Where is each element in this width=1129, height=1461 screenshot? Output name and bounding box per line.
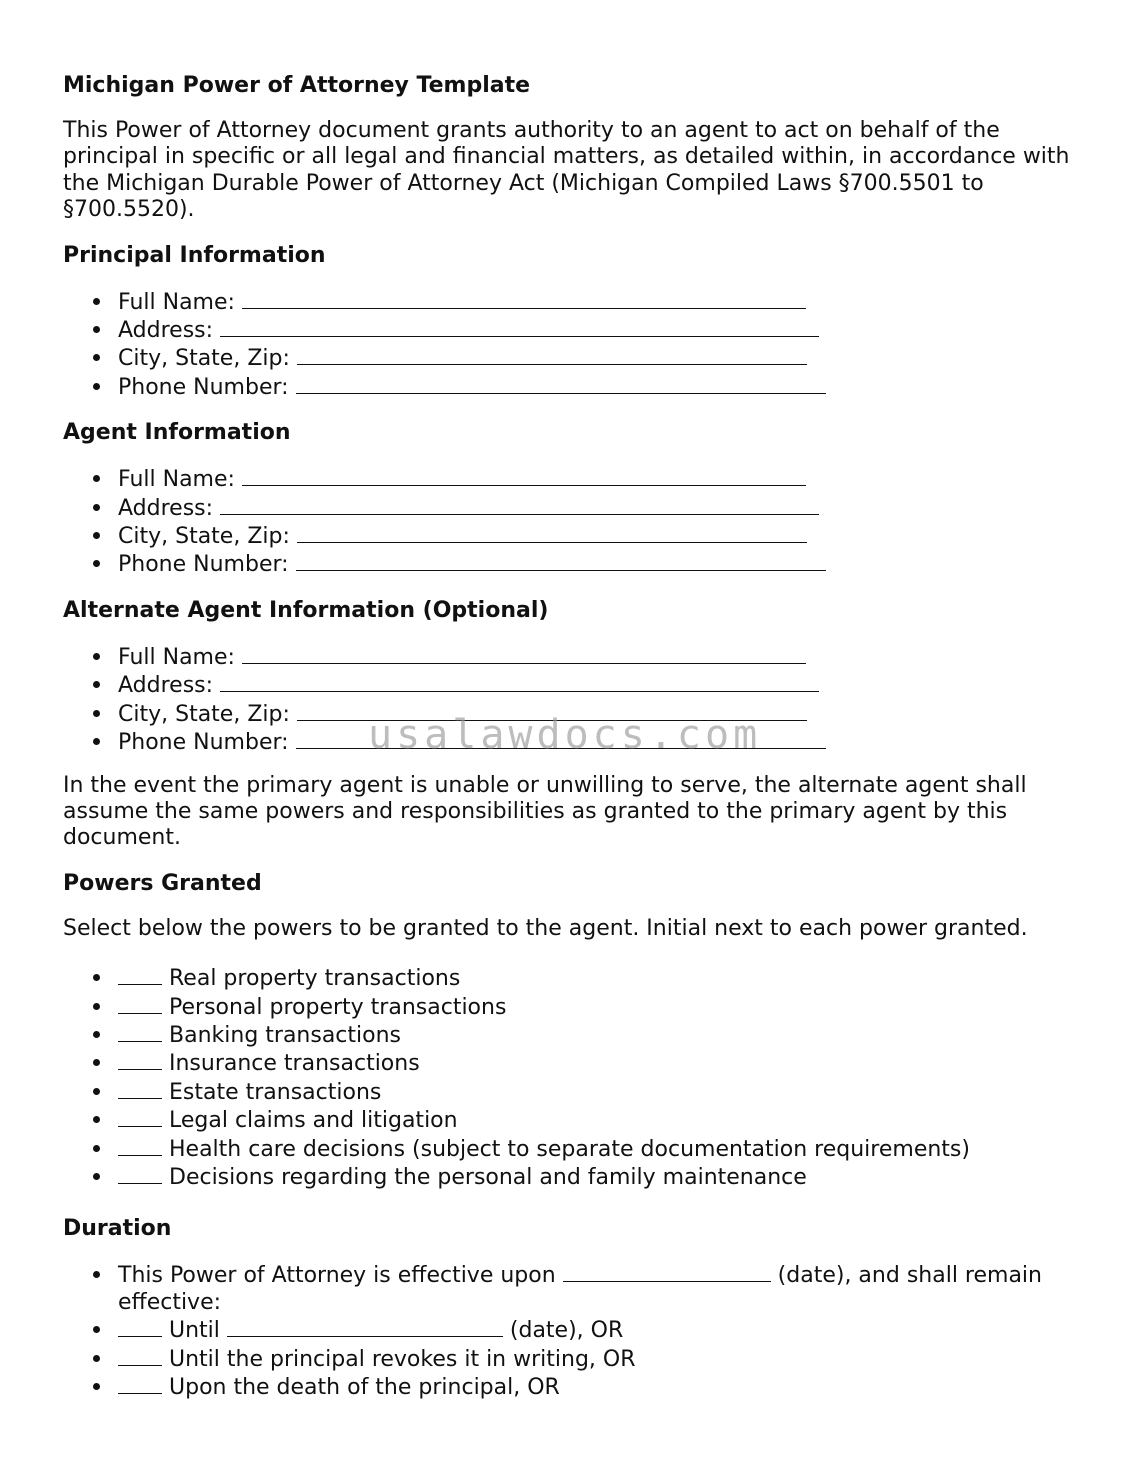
alternate-city-state-zip[interactable]: City, State, Zip: bbox=[63, 700, 1083, 728]
principal-address[interactable]: Address: bbox=[63, 316, 1083, 344]
powers-heading: Powers Granted bbox=[63, 870, 262, 896]
principal-heading: Principal Information bbox=[63, 242, 326, 268]
power-item[interactable]: Real property transactions bbox=[63, 964, 1083, 992]
alternate-heading: Alternate Agent Information (Optional) bbox=[63, 597, 549, 623]
initial-blank[interactable] bbox=[118, 1345, 162, 1366]
power-item[interactable]: Estate transactions bbox=[63, 1078, 1083, 1106]
agent-phone-blank[interactable] bbox=[296, 550, 826, 571]
agent-fields bbox=[63, 465, 1083, 579]
alternate-phone[interactable]: Phone Number: bbox=[63, 728, 1083, 756]
until-date-blank[interactable] bbox=[227, 1316, 503, 1337]
principal-city-state-zip[interactable]: City, State, Zip: bbox=[63, 344, 1083, 372]
alternate-full-name-blank[interactable] bbox=[242, 643, 806, 664]
powers-list bbox=[63, 964, 1083, 1191]
duration-heading: Duration bbox=[63, 1216, 172, 1242]
principal-phone-blank[interactable] bbox=[296, 373, 826, 394]
intro-paragraph: This Power of Attorney document grants authority to an agent to act on behalf of the principal in specific or all legal and financial matters, as detailed within, in accordance with the Michigan Durable Power of Attorney Act (Michigan Compiled Laws §700.5501 to §700.5520). bbox=[63, 118, 1070, 223]
death-item[interactable]: Upon the death of the principal, OR bbox=[63, 1373, 1083, 1401]
agent-full-name[interactable]: Full Name: bbox=[63, 465, 1083, 493]
alternate-address-blank[interactable] bbox=[220, 671, 819, 692]
initial-blank[interactable] bbox=[118, 1106, 162, 1127]
document bbox=[63, 70, 1083, 1401]
alternate-city-state-zip-blank[interactable] bbox=[297, 700, 807, 721]
principal-fields bbox=[63, 288, 1083, 402]
principal-address-blank[interactable] bbox=[220, 316, 819, 337]
agent-full-name-blank[interactable] bbox=[242, 465, 806, 486]
power-item[interactable]: Legal claims and litigation bbox=[63, 1106, 1083, 1134]
alternate-note: In the event the primary agent is unable or unwilling to serve, the alternate agent shall assume the same powers and responsibilities as granted to the primary agent by this document. bbox=[63, 772, 1027, 851]
initial-blank[interactable] bbox=[118, 1163, 162, 1184]
alternate-fields bbox=[63, 643, 1083, 757]
watermark: usalawdocs.com bbox=[368, 712, 762, 758]
initial-blank[interactable] bbox=[118, 964, 162, 985]
agent-address[interactable]: Address: bbox=[63, 494, 1083, 522]
principal-phone[interactable]: Phone Number: bbox=[63, 373, 1083, 401]
power-item[interactable]: Decisions regarding the personal and family maintenance bbox=[63, 1163, 1083, 1191]
until-date-item[interactable]: Until (date), OR bbox=[63, 1316, 1083, 1344]
effective-date-item[interactable]: This Power of Attorney is effective upon (date), and shall remain effective: bbox=[63, 1261, 1083, 1316]
initial-blank[interactable] bbox=[118, 1049, 162, 1070]
spacer bbox=[63, 765, 1083, 773]
principal-full-name[interactable]: Full Name: bbox=[63, 288, 1083, 316]
power-item[interactable]: Health care decisions (subject to separate documentation requirements) bbox=[63, 1135, 1083, 1163]
power-item[interactable]: Personal property transactions bbox=[63, 993, 1083, 1021]
alternate-address[interactable]: Address: bbox=[63, 671, 1083, 699]
effective-date-blank[interactable] bbox=[563, 1261, 771, 1282]
initial-blank[interactable] bbox=[118, 1316, 162, 1337]
power-item[interactable]: Insurance transactions bbox=[63, 1049, 1083, 1077]
alternate-phone-blank[interactable] bbox=[296, 728, 826, 749]
principal-city-state-zip-blank[interactable] bbox=[297, 344, 807, 365]
initial-blank[interactable] bbox=[118, 1021, 162, 1042]
revokes-item[interactable]: Until the principal revokes it in writing, OR bbox=[63, 1345, 1083, 1373]
duration-list bbox=[63, 1261, 1083, 1401]
agent-city-state-zip-blank[interactable] bbox=[297, 522, 807, 543]
principal-full-name-blank[interactable] bbox=[242, 288, 806, 309]
agent-address-blank[interactable] bbox=[220, 494, 819, 515]
power-item[interactable]: Banking transactions bbox=[63, 1021, 1083, 1049]
initial-blank[interactable] bbox=[118, 1135, 162, 1156]
initial-blank[interactable] bbox=[118, 993, 162, 1014]
initial-blank[interactable] bbox=[118, 1373, 162, 1394]
document-title: Michigan Power of Attorney Template bbox=[63, 73, 531, 98]
agent-city-state-zip[interactable]: City, State, Zip: bbox=[63, 522, 1083, 550]
agent-heading: Agent Information bbox=[63, 420, 291, 446]
initial-blank[interactable] bbox=[118, 1078, 162, 1099]
powers-instructions: Select below the powers to be granted to the agent. Initial next to each power granted. bbox=[63, 915, 1028, 941]
alternate-full-name[interactable]: Full Name: bbox=[63, 643, 1083, 671]
agent-phone[interactable]: Phone Number: bbox=[63, 550, 1083, 578]
